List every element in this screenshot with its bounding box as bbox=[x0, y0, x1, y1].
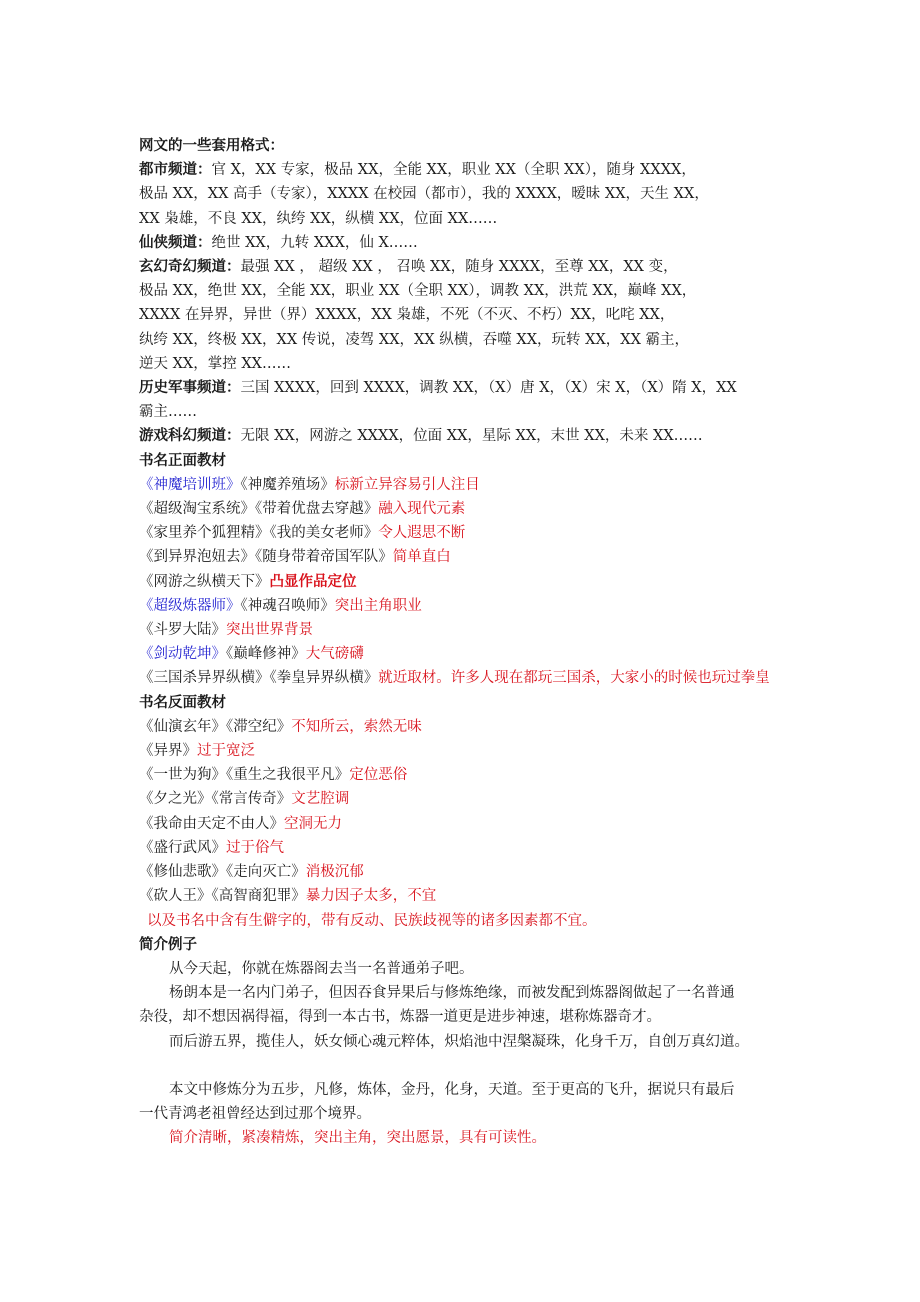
title-comment: 突出主角职业 bbox=[334, 597, 422, 614]
channel-line: 绝世 XX，九转 XXX，仙 X…… bbox=[211, 234, 418, 251]
negative-note: 以及书名中含有生僻字的，带有反动、民族歧视等的诸多因素都不宜。 bbox=[147, 912, 597, 929]
intro-comment: 简介清晰，紧凑精炼，突出主角，突出愿景，具有可读性。 bbox=[169, 1130, 546, 1147]
title-black: 《夕之光》《常言传奇》 bbox=[139, 791, 292, 808]
intro-paragraph: 本文中修炼分为五步，凡修，炼体，金丹，化身，天道。至于更高的飞升，据说只有最后 bbox=[169, 1081, 735, 1098]
document-page bbox=[139, 134, 819, 1151]
title-black: 《修仙悲歌》《走向灭亡》 bbox=[139, 864, 306, 881]
title-counter-item bbox=[139, 763, 819, 787]
title-black: 《超级淘宝系统》《带着优盘去穿越》 bbox=[139, 501, 379, 518]
title-counter-item bbox=[139, 836, 819, 860]
channel-line: 无限 XX，网游之 XXXX，位面 XX，星际 XX，末世 XX，未来 XX…… bbox=[240, 428, 703, 445]
channel-history bbox=[139, 376, 819, 400]
title-example-item bbox=[139, 545, 819, 569]
channel-line: 极品 XX，XX 高手（专家），XXXX 在校园（都市），我的 XXXX，暧昧 XX，天生 XX， bbox=[139, 186, 709, 203]
title-black: 《神魂召唤师》 bbox=[240, 597, 335, 614]
intro-paragraph-cont: 一代青鸿老祖曾经达到过那个境界。 bbox=[139, 1106, 371, 1123]
title-comment: 过于俗气 bbox=[226, 839, 284, 856]
channel-line: 霸主…… bbox=[139, 404, 197, 421]
title-comment: 突出世界背景 bbox=[226, 622, 313, 639]
positive-heading: 书名正面教材 bbox=[139, 451, 226, 469]
title-comment: 标新立异容易引人注目 bbox=[334, 476, 480, 493]
title-black: 《三国杀异界纵横》《拳皇异界纵横》 bbox=[139, 670, 379, 687]
title-black: 《到异界泡妞去》《随身带着帝国军队》 bbox=[139, 549, 393, 566]
title-example-item bbox=[139, 618, 819, 642]
intro-paragraph: 杨朗本是一名内门弟子，但因吞食异果后与修炼绝缘，而被发配到炼器阁做起了一名普通 bbox=[169, 985, 735, 1002]
channel-fantasy bbox=[139, 255, 819, 279]
channel-line: 最强 XX ， 超级 XX ， 召唤 XX，随身 XXXX，至尊 XX，XX 变， bbox=[240, 259, 678, 276]
title-counter-item bbox=[139, 812, 819, 836]
channel-line: XXXX 在异界，异世（界）XXXX，XX 枭雄，不死（不灭、不朽）XX，叱咤 XX， bbox=[139, 307, 675, 324]
intro-heading: 简介例子 bbox=[139, 935, 197, 953]
title-counter-item bbox=[139, 739, 819, 763]
title-blue: 《剑动乾坤》 bbox=[139, 646, 226, 663]
title-example-item bbox=[139, 497, 819, 521]
title-example-item bbox=[139, 521, 819, 545]
intro-paragraph: 从今天起，你就在炼器阁去当一名普通弟子吧。 bbox=[169, 960, 474, 977]
intro-paragraph-cont: 杂役，却不想因祸得福，得到一本古书，炼器一道更是进步神速，堪称炼器奇才。 bbox=[139, 1009, 661, 1026]
title-black: 《家里养个狐狸精》《我的美女老师》 bbox=[139, 525, 379, 542]
title-black: 《我命由天定不由人》 bbox=[139, 815, 284, 832]
title-comment: 令人遐思不断 bbox=[378, 525, 466, 542]
channel-line: 三国 XXXX，回到 XXXX，调教 XX，（X）唐 X，（X）宋 X，（X）隋 X，XX bbox=[240, 380, 737, 397]
title-comment: 就近取材。许多人现在都玩三国杀，大家小的时候也玩过拳皇 bbox=[378, 670, 770, 687]
title-comment: 融入现代元素 bbox=[378, 501, 466, 518]
title-example-item bbox=[139, 570, 819, 594]
channel-line: 纨绔 XX，终极 XX，XX 传说，凌驾 XX，XX 纵横，吞噬 XX，玩转 XX，XX 霸主， bbox=[139, 331, 690, 348]
title-black: 《巅峰修神》 bbox=[226, 646, 306, 663]
intro-paragraph: 而后游五界，揽佳人，妖女倾心魂元粹体，炽焰池中涅槃凝珠，化身千万，自创万真幻道。 bbox=[169, 1033, 749, 1050]
channel-label: 玄幻奇幻频道： bbox=[139, 258, 241, 276]
channel-label: 仙侠频道： bbox=[139, 233, 212, 251]
title-comment: 暴力因子太多，不宜 bbox=[305, 888, 437, 905]
title-counter-item bbox=[139, 884, 819, 908]
title-comment: 不知所云，索然无味 bbox=[291, 718, 422, 735]
doc-title: 网文的一些套用格式： bbox=[139, 137, 284, 154]
title-black: 《异界》 bbox=[139, 743, 197, 760]
title-example-item bbox=[139, 594, 819, 618]
negative-heading: 书名反面教材 bbox=[139, 693, 226, 711]
title-black: 《斗罗大陆》 bbox=[139, 622, 226, 639]
title-comment: 过于宽泛 bbox=[197, 743, 255, 760]
title-blue: 《神魔培训班》 bbox=[139, 476, 241, 493]
channel-label: 游戏科幻频道： bbox=[139, 427, 241, 445]
channel-game-scifi bbox=[139, 424, 819, 448]
title-comment: 文艺腔调 bbox=[291, 791, 350, 808]
channel-line: XX 枭雄，不良 XX，纨绔 XX，纵横 XX，位面 XX…… bbox=[139, 210, 498, 227]
title-example-item bbox=[139, 666, 801, 690]
channel-label: 都市频道： bbox=[139, 161, 212, 179]
channel-line: 官 X，XX 专家，极品 XX，全能 XX，职业 XX（全职 XX），随身 XXXX， bbox=[211, 162, 696, 179]
title-comment: 凸显作品定位 bbox=[269, 572, 357, 590]
title-counter-item bbox=[139, 860, 819, 884]
title-comment: 空洞无力 bbox=[284, 815, 342, 832]
title-example-item bbox=[139, 473, 819, 497]
title-comment: 简单直白 bbox=[392, 549, 451, 566]
title-black: 《砍人王》《高智商犯罪》 bbox=[139, 888, 306, 905]
title-comment: 消极沉郁 bbox=[305, 864, 364, 881]
title-comment: 大气磅礴 bbox=[305, 646, 364, 663]
channel-label: 历史军事频道： bbox=[139, 379, 241, 397]
blank-line bbox=[139, 1054, 819, 1078]
channel-line: 逆天 XX，掌控 XX…… bbox=[139, 355, 292, 372]
title-black: 《神魔养殖场》 bbox=[240, 476, 335, 493]
title-counter-item bbox=[139, 787, 819, 811]
title-counter-item bbox=[139, 715, 819, 739]
title-black: 《盛行武风》 bbox=[139, 839, 226, 856]
title-black: 《一世为狗》《重生之我很平凡》 bbox=[139, 767, 350, 784]
channel-line: 极品 XX，绝世 XX，全能 XX，职业 XX（全职 XX），调教 XX，洪荒 XX，巅峰 XX， bbox=[139, 283, 697, 300]
channel-urban bbox=[139, 158, 819, 182]
title-comment: 定位恶俗 bbox=[349, 767, 408, 784]
title-black: 《仙演玄年》《滞空纪》 bbox=[139, 718, 292, 735]
title-example-item bbox=[139, 642, 819, 666]
title-black: 《网游之纵横天下》 bbox=[139, 573, 270, 590]
channel-xianxia bbox=[139, 231, 819, 255]
title-blue: 《超级炼器师》 bbox=[139, 597, 241, 614]
